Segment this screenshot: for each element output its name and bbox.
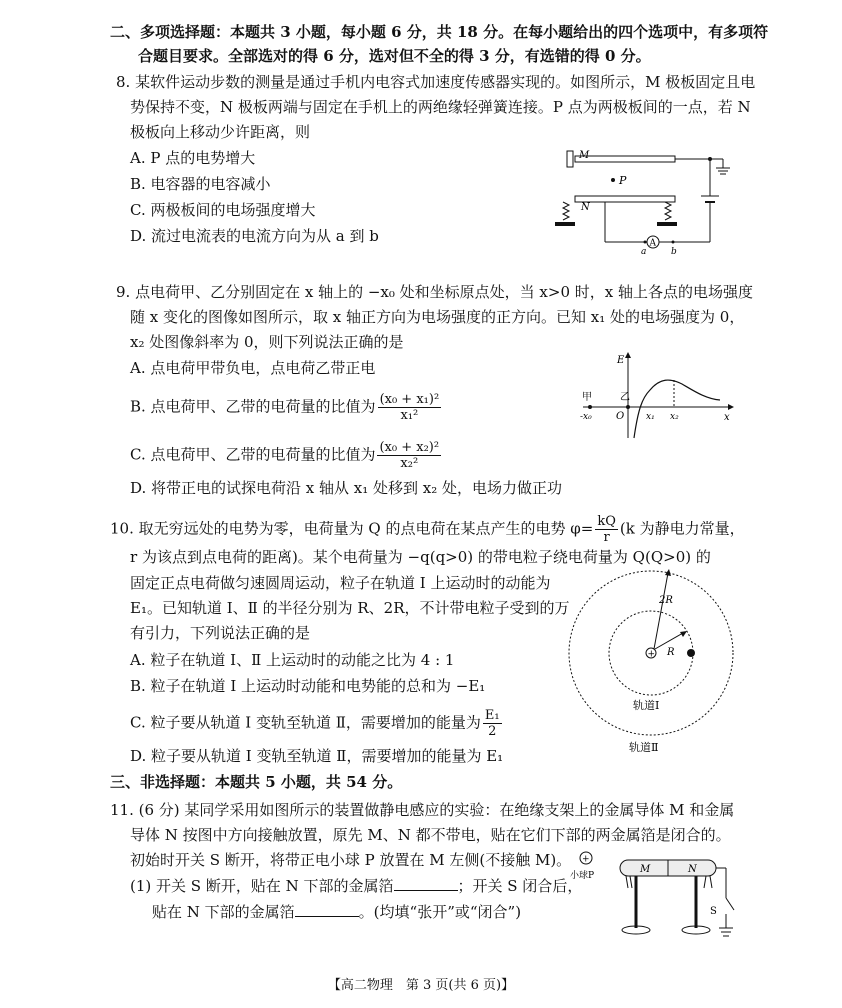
q10-option-a: A. 粒子在轨道 Ⅰ、Ⅱ 上运动时的动能之比为 4 : 1 (130, 651, 455, 669)
q10-orbit-figure (563, 563, 743, 759)
q9-axis-x: x (724, 412, 730, 423)
q11-part1-line1 (130, 876, 582, 896)
q10-stem-line1-tail: (k 为静电力常量， (619, 519, 745, 538)
q9-label-o: O (616, 411, 625, 422)
q8-stem-line2: 势保持不变，N 极板两端与固定在手机上的两绝缘轻弹簧连接。P 点为两极板间的一点，若 N (130, 98, 751, 116)
q9-option-b-denominator: x₁² (400, 408, 419, 423)
q8-stem-line1: 8. 某软件运动步数的测量是通过手机内电容式加速度传感器实现的。如图所示，M 极板固定且电 (116, 73, 756, 91)
q9-option-d: D. 将带正电的试探电荷沿 x 轴从 x₁ 处移到 x₂ 处，电场力做正功 (130, 479, 563, 497)
q8-option-d: D. 流过电流表的电流方向为从 a 到 b (130, 227, 379, 245)
q11-label-ball-p: 小球P (570, 871, 595, 881)
q8-label-b: b (671, 247, 677, 256)
q10-potential-numerator: kQ (597, 514, 616, 529)
q11-label-n: N (688, 864, 697, 875)
q9-option-c-fraction (377, 440, 441, 471)
q9-label-x2: x₂ (670, 412, 679, 422)
q8-label-p: P (619, 174, 627, 187)
q8-capacitor-figure (545, 146, 735, 256)
q9-option-c-denominator: x₂² (400, 456, 419, 471)
q11-answer-blank-1[interactable] (394, 876, 458, 891)
q9-label-jia: 甲 (582, 392, 592, 403)
q11-stem-line2: 导体 N 按图中方向接触放置，原先 M、N 都不带电，贴在它们下部的两金属箔是闭合的。 (130, 826, 731, 844)
q9-option-c-numerator: (x₀ + x₂)² (379, 440, 440, 455)
section3-title: 三、非选择题：本题共 5 小题，共 54 分。 (110, 773, 403, 791)
q9-option-b (130, 392, 443, 423)
q10-stem-line1-text: 10. 取无穷远处的电势为零，电荷量为 Q 的点电荷在某点产生的电势 φ= (110, 519, 594, 538)
q11-part1-text-b: ；开关 S 闭合后， (457, 877, 583, 895)
q8-ammeter-symbol: A (649, 238, 656, 249)
q10-stem-line2: r 为该点到点电荷的距离)。某个电荷量为 −q(q>0) 的带电粒子绕电荷量为 Q(Q>0) 的 (130, 548, 711, 566)
q8-option-a: A. P 点的电势增大 (130, 149, 256, 167)
q9-option-c-text: C. 点电荷甲、乙带的电荷量的比值为 (130, 445, 376, 464)
q11-stem-line1: 11. (6 分) 某同学采用如图所示的装置做静电感应的实验：在绝缘支架上的金属导体 M 和金属 (110, 801, 735, 819)
q9-axis-e: E (617, 355, 625, 366)
q8-option-c: C. 两极板间的电场强度增大 (130, 201, 316, 219)
section2-title-line2: 合题目要求。全部选对的得 6 分，选对但不全的得 3 分，有选错的得 0 分。 (138, 47, 651, 65)
q10-label-r: R (667, 647, 675, 658)
q9-stem-line3: x₂ 处图像斜率为 0，则下列说法正确的是 (130, 333, 404, 351)
q8-label-n: N (581, 202, 590, 213)
q9-field-graph (578, 350, 738, 440)
q10-label-2r: 2R (659, 595, 673, 606)
q8-stem-line3: 极板向上移动少许距离，则 (130, 123, 311, 141)
q9-label-yi: 乙 (620, 392, 630, 403)
q11-electrostatic-induction-figure (570, 848, 740, 944)
q10-option-c-denominator: 2 (488, 724, 497, 739)
q10-option-b: B. 粒子在轨道 Ⅰ 上运动时动能和电势能的总和为 −E₁ (130, 677, 486, 695)
q8-label-a: a (641, 247, 647, 256)
q9-stem-line1: 9. 点电荷甲、乙分别固定在 x 轴上的 −x₀ 处和坐标原点处，当 x>0 时，x 轴上各点的电场强度 (116, 283, 753, 301)
q11-label-m: M (640, 864, 651, 875)
q10-option-c (130, 708, 504, 739)
q9-label-neg-x0: -x₀ (580, 412, 592, 422)
q10-option-c-text: C. 粒子要从轨道 Ⅰ 变轨至轨道 Ⅱ，需要增加的能量为 (130, 713, 481, 732)
q10-option-c-fraction (483, 708, 502, 739)
q9-option-b-fraction (378, 392, 442, 423)
q11-part1-line2 (152, 902, 521, 922)
q9-option-b-text: B. 点电荷甲、乙带的电荷量的比值为 (130, 397, 376, 416)
q10-stem-line1 (110, 514, 745, 545)
q9-stem-line2: 随 x 变化的图像如图所示，取 x 轴正方向为电场强度的正方向。已知 x₁ 处的电场强度为 0， (130, 308, 745, 326)
q10-option-c-numerator: E₁ (484, 708, 500, 723)
page-footer: 【高二物理 第 3 页(共 6 页)】 (327, 978, 515, 993)
q10-stem-line3: 固定正点电荷做匀速圆周运动，粒子在轨道 Ⅰ 上运动时的动能为 (130, 574, 551, 592)
q10-stem-line4: E₁。已知轨道 Ⅰ、Ⅱ 的半径分别为 R、2R，不计带电粒子受到的万 (130, 599, 570, 617)
q11-part1-text-d: 。(均填“张开”或“闭合”) (358, 903, 522, 921)
section2-title-line1: 二、多项选择题：本题共 3 小题，每小题 6 分，共 18 分。在每小题给出的四个选项中，有多项符 (110, 23, 769, 41)
q9-option-a: A. 点电荷甲带负电，点电荷乙带正电 (130, 359, 376, 377)
q11-answer-blank-2[interactable] (295, 902, 359, 917)
q10-option-d: D. 粒子要从轨道 Ⅰ 变轨至轨道 Ⅱ，需要增加的能量为 E₁ (130, 747, 504, 765)
q8-label-m: M (579, 150, 590, 161)
q10-potential-fraction (595, 514, 618, 545)
q10-potential-denominator: r (603, 530, 610, 545)
q11-stem-line3: 初始时开关 S 断开，将带正电小球 P 放置在 M 左侧(不接触 M)。 (130, 851, 572, 869)
q9-label-x1: x₁ (646, 412, 655, 422)
q11-part1-text-c: 贴在 N 下部的金属箔 (152, 903, 295, 921)
q10-stem-line5: 有引力，下列说法正确的是 (130, 624, 311, 642)
q8-option-b: B. 电容器的电容减小 (130, 175, 271, 193)
q11-label-switch-s: S (710, 906, 717, 917)
q11-part1-text-a: (1) 开关 S 断开，贴在 N 下部的金属箔 (130, 877, 394, 895)
q10-label-orbit-1: 轨道Ⅰ (633, 699, 660, 712)
q9-option-c (130, 440, 443, 471)
q11-ball-charge-symbol: + (582, 854, 590, 865)
q9-option-b-numerator: (x₀ + x₁)² (379, 392, 440, 407)
q10-label-orbit-2: 轨道Ⅱ (629, 741, 659, 754)
q10-positive-charge-symbol: + (647, 649, 656, 660)
